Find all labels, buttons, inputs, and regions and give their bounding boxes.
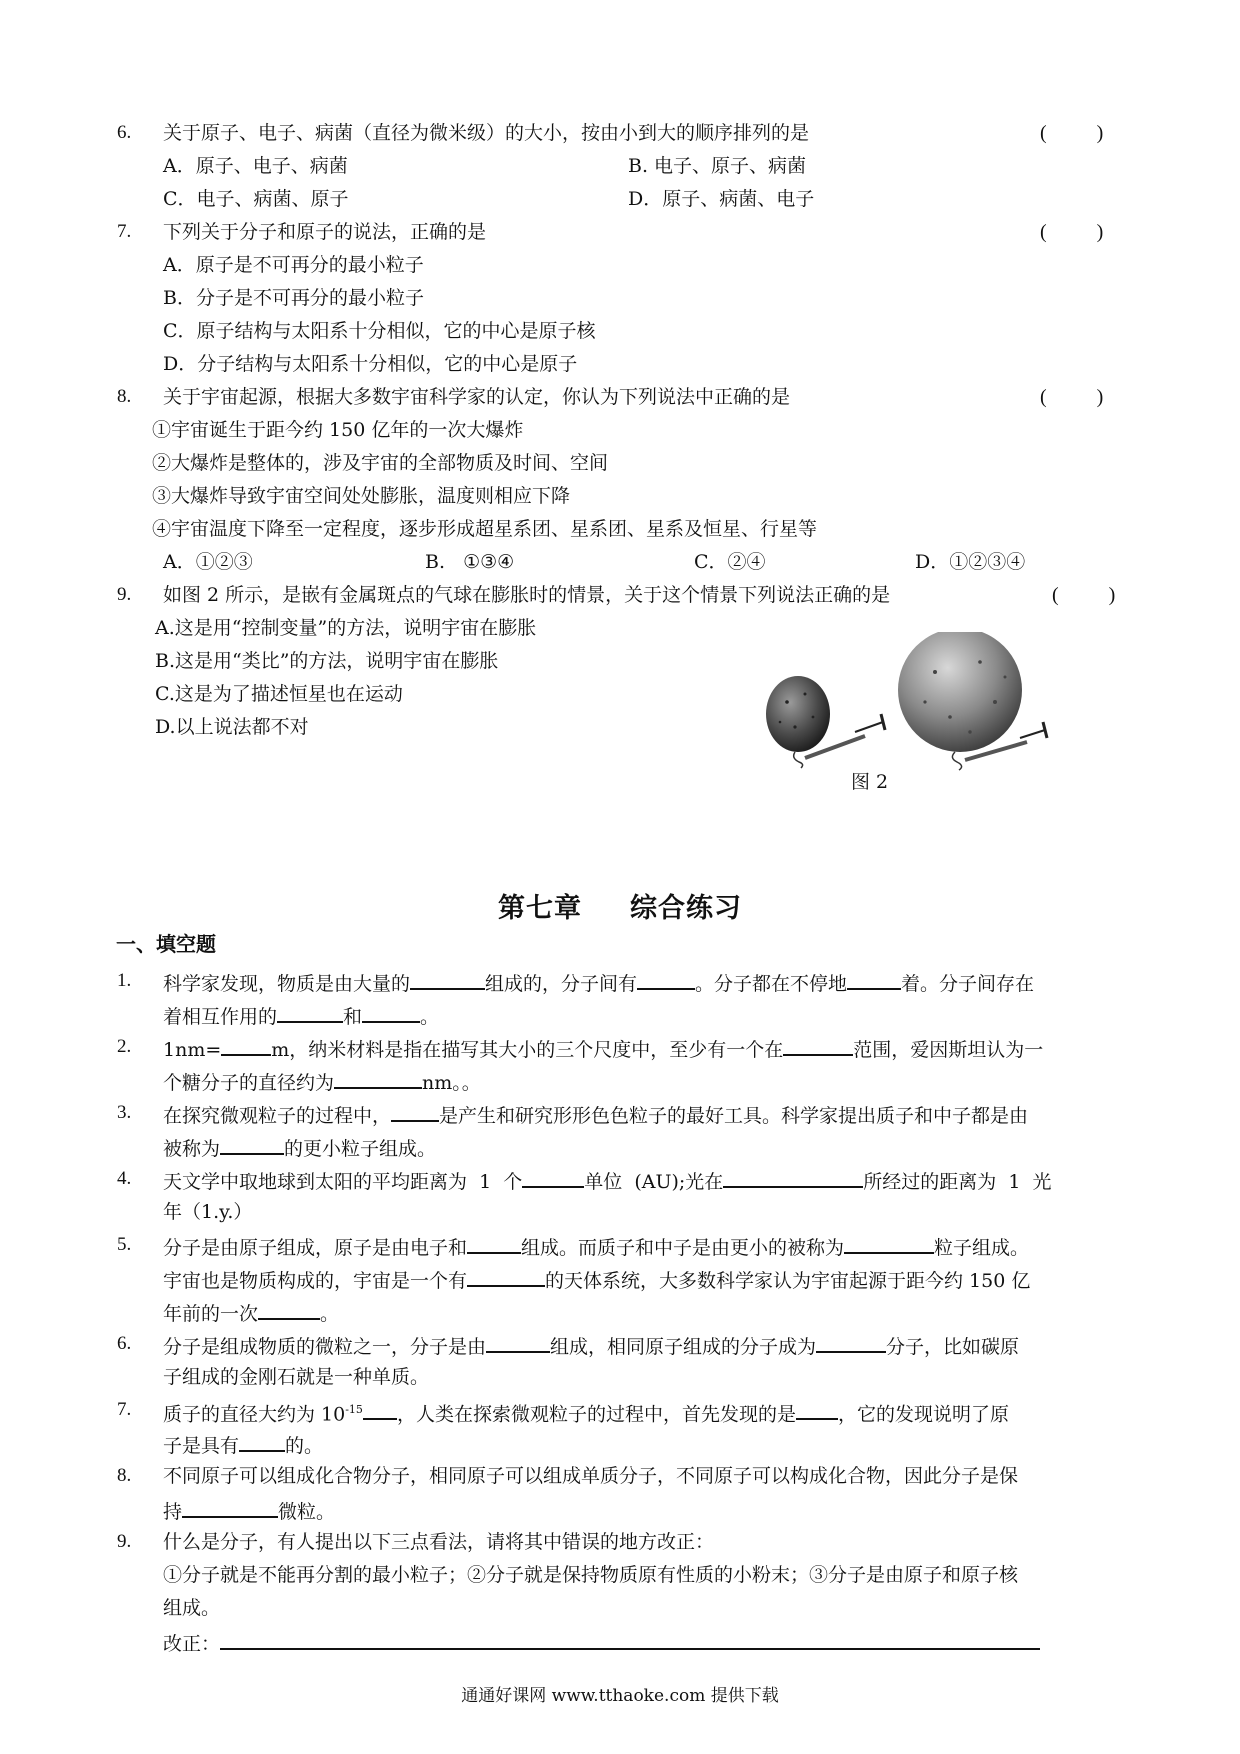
- fill2-text-d: 个糖分子的直径约为: [163, 1072, 335, 1094]
- fill6-text-b: 组成，相同原子组成的分子成为: [550, 1336, 817, 1358]
- q7-option-b: B．分子是不可再分的最小粒子: [163, 287, 424, 309]
- q7-number: 7.: [117, 221, 132, 242]
- fill7-text-b: ，人类在探索微观粒子的过程中，首先发现的是: [396, 1403, 796, 1426]
- fill3-line2: [163, 1133, 436, 1162]
- fill2-blank-2[interactable]: [783, 1034, 853, 1056]
- fill7-exponent: -15: [345, 1403, 363, 1416]
- q8-statement-4: ④宇宙温度下降至一定程度，逐步形成超星系团、星系团、星系及恒星、行星等: [152, 518, 818, 540]
- fill7-text-c: ，它的发现说明了原: [837, 1403, 1009, 1426]
- fill5-blank-3[interactable]: [467, 1265, 545, 1287]
- q6-answer-paren: ( ): [1040, 122, 1104, 144]
- fill7-blank-1[interactable]: [363, 1398, 397, 1420]
- fill1-number: 1.: [117, 970, 132, 991]
- fill5-text-c: 粒子组成。: [934, 1237, 1030, 1259]
- fill8-line1: 不同原子可以组成化合物分子，相同原子可以组成单质分子，不同原子可以构成化合物，因此分子是保: [163, 1465, 1019, 1487]
- fill3-text-d: 的更小粒子组成。: [284, 1138, 437, 1160]
- fill7-text-d: 子是具有: [163, 1435, 240, 1457]
- fill8-text-b: 持: [163, 1501, 183, 1523]
- fill9-line1: 什么是分子，有人提出以下三点看法，请将其中错误的地方改正：: [163, 1531, 715, 1553]
- fill4-text-c: 所经过的距离为 1 光: [863, 1171, 1052, 1193]
- q9-option-b: B.这是用“类比”的方法，说明宇宙在膨胀: [155, 650, 499, 672]
- q7-option-a: A．原子是不可再分的最小粒子: [163, 254, 424, 276]
- fill5-text-e: 的天体系统，大多数科学家认为宇宙起源于距今约 150 亿: [545, 1270, 1031, 1292]
- fill7-text-e: 的。: [285, 1435, 324, 1457]
- fill3-number: 3.: [117, 1102, 132, 1123]
- fill9-correction-label: 改正：: [163, 1633, 221, 1655]
- fill2-text-c: 范围，爱因斯坦认为一: [853, 1039, 1044, 1061]
- fill9-line4: [163, 1628, 1040, 1657]
- fill9-number: 9.: [117, 1531, 132, 1552]
- fill5-text-f: 年前的一次: [163, 1303, 259, 1325]
- fill6-number: 6.: [117, 1333, 132, 1354]
- fill1-blank-2[interactable]: [637, 968, 695, 990]
- fill2-line1: [163, 1034, 1043, 1063]
- q8-option-d: D．①②③④: [915, 551, 1026, 573]
- fill2-text-e: nm。。: [422, 1072, 481, 1094]
- q7-answer-paren: ( ): [1040, 221, 1104, 243]
- q9-number: 9.: [117, 584, 132, 605]
- fill8-blank-1[interactable]: [182, 1496, 278, 1518]
- fill4-number: 4.: [117, 1168, 132, 1189]
- fill5-line3: [163, 1298, 339, 1327]
- q8-option-b: B. ①③④: [425, 551, 515, 573]
- fill9-line3: 组成。: [163, 1597, 221, 1619]
- fill7-text-a: 质子的直径大约为 10: [163, 1403, 346, 1426]
- fill5-number: 5.: [117, 1234, 132, 1255]
- fill7-blank-3[interactable]: [239, 1430, 285, 1452]
- q9-option-a: A.这是用“控制变量”的方法，说明宇宙在膨胀: [155, 617, 537, 639]
- fill5-line2: [163, 1265, 1030, 1294]
- fill7-number: 7.: [117, 1399, 132, 1420]
- q6-option-c: C．电子、病菌、原子: [163, 188, 349, 210]
- fill2-number: 2.: [117, 1036, 132, 1057]
- fill1-blank-1[interactable]: [410, 968, 485, 990]
- fill7-line1: [163, 1397, 1009, 1427]
- q8-option-a: A．①②③: [163, 551, 253, 573]
- q7-option-c: C．原子结构与太阳系十分相似，它的中心是原子核: [163, 320, 596, 342]
- fill5-blank-4[interactable]: [258, 1298, 320, 1320]
- q7-option-d: D．分子结构与太阳系十分相似，它的中心是原子: [163, 353, 578, 375]
- fill2-text-b: m，纳米材料是指在描写其大小的三个尺度中，至少有一个在: [271, 1039, 784, 1061]
- fill1-blank-5[interactable]: [362, 1001, 420, 1023]
- q8-statement-2: ②大爆炸是整体的，涉及宇宙的全部物质及时间、空间: [152, 452, 609, 474]
- fill5-text-d: 宇宙也是物质构成的，宇宙是一个有: [163, 1270, 468, 1292]
- q8-answer-paren: ( ): [1040, 386, 1104, 408]
- q9-answer-paren: ( ): [1052, 584, 1116, 606]
- fill3-line1: [163, 1100, 1028, 1129]
- figure-caption: 图 2: [851, 771, 889, 793]
- q9-stem: 如图 2 所示，是嵌有金属斑点的气球在膨胀时的情景，关于这个情景下列说法正确的是: [163, 584, 891, 606]
- fill6-blank-1[interactable]: [486, 1331, 550, 1353]
- fill8-text-c: 微粒。: [278, 1501, 336, 1523]
- fill1-blank-4[interactable]: [277, 1001, 343, 1023]
- fill1-text-c: 。分子都在不停地: [695, 973, 848, 995]
- q8-statement-1: ①宇宙诞生于距今约 150 亿年的一次大爆炸: [152, 419, 524, 441]
- fill9-correction-blank[interactable]: [220, 1628, 1040, 1650]
- fill3-text-c: 被称为: [163, 1138, 221, 1160]
- fill4-blank-1[interactable]: [522, 1166, 584, 1188]
- fill3-text-b: 是产生和研究形形色色粒子的最好工具。科学家提出质子和中子都是由: [439, 1105, 1029, 1127]
- fill1-text-a: 科学家发现，物质是由大量的: [163, 973, 411, 995]
- q6-option-a: A．原子、电子、病菌: [163, 155, 348, 177]
- fill7-line2: [163, 1430, 323, 1459]
- fill1-line2: [163, 1001, 439, 1030]
- fill8-number: 8.: [117, 1465, 132, 1486]
- fill6-blank-2[interactable]: [816, 1331, 886, 1353]
- q8-number: 8.: [117, 386, 132, 407]
- fill1-text-f: 和: [343, 1006, 363, 1028]
- fill2-line2: [163, 1067, 481, 1096]
- chapter-subtitle: 综合练习: [630, 893, 742, 924]
- fill1-text-b: 组成的，分子间有: [485, 973, 638, 995]
- fill1-blank-3[interactable]: [847, 968, 901, 990]
- fill4-line2: 年（1.y.）: [163, 1201, 253, 1223]
- balloon-figure: [765, 632, 1065, 772]
- fill1-text-d: 着。分子间存在: [901, 973, 1035, 995]
- fill2-blank-1[interactable]: [221, 1034, 271, 1056]
- chapter-title: [0, 886, 1240, 925]
- fill5-line1: [163, 1232, 1029, 1261]
- q8-stem: 关于宇宙起源，根据大多数宇宙科学家的认定，你认为下列说法中正确的是: [163, 386, 791, 408]
- fill6-line2: 子组成的金刚石就是一种单质。: [163, 1366, 430, 1388]
- fill6-text-c: 分子，比如碳原: [886, 1336, 1020, 1358]
- fill1-line1: [163, 968, 1034, 997]
- fill2-text-a: 1nm=: [163, 1039, 222, 1061]
- fill9-line2: ①分子就是不能再分割的最小粒子；②分子就是保持物质原有性质的小粉末；③分子是由原子和原子核: [163, 1564, 1019, 1586]
- section-heading: 一、填空题: [116, 932, 216, 956]
- q9-option-c: C.这是为了描述恒星也在运动: [155, 683, 403, 705]
- fill4-blank-2[interactable]: [723, 1166, 863, 1188]
- q8-statement-3: ③大爆炸导致宇宙空间处处膨胀，温度则相应下降: [152, 485, 571, 507]
- q6-number: 6.: [117, 122, 132, 143]
- q6-stem: 关于原子、电子、病菌（直径为微米级）的大小，按由小到大的顺序排列的是: [163, 122, 810, 144]
- fill5-text-b: 组成。而质子和中子是由更小的被称为: [521, 1237, 845, 1259]
- q7-stem: 下列关于分子和原子的说法，正确的是: [163, 221, 487, 243]
- fill4-text-a: 天文学中取地球到太阳的平均距离为 1 个: [163, 1171, 523, 1193]
- fill8-line2: [163, 1496, 335, 1525]
- q9-option-d: D.以上说法都不对: [155, 716, 309, 738]
- fill3-blank-1[interactable]: [391, 1100, 439, 1122]
- fill5-blank-2[interactable]: [844, 1232, 934, 1254]
- page-footer: 通通好课网 www.tthaoke.com 提供下载: [461, 1686, 779, 1706]
- q6-option-d: D．原子、病菌、电子: [628, 188, 815, 210]
- q8-option-c: C．②④: [694, 551, 766, 573]
- fill4-text-b: 单位 (AU);光在: [584, 1171, 724, 1193]
- fill5-text-g: 。: [320, 1303, 340, 1325]
- fill2-blank-3[interactable]: [334, 1067, 422, 1089]
- fill5-blank-1[interactable]: [467, 1232, 521, 1254]
- fill6-line1: [163, 1331, 1019, 1360]
- fill1-text-g: 。: [420, 1006, 440, 1028]
- fill3-text-a: 在探究微观粒子的过程中，: [163, 1105, 392, 1127]
- q6-option-b: B. 电子、原子、病菌: [628, 155, 807, 177]
- fill7-blank-2[interactable]: [796, 1398, 838, 1420]
- fill6-text-a: 分子是组成物质的微粒之一，分子是由: [163, 1336, 487, 1358]
- fill4-line1: [163, 1166, 1052, 1195]
- fill3-blank-2[interactable]: [220, 1133, 284, 1155]
- chapter-number: 第七章: [498, 893, 582, 924]
- fill5-text-a: 分子是由原子组成，原子是由电子和: [163, 1237, 468, 1259]
- fill1-text-e: 着相互作用的: [163, 1006, 278, 1028]
